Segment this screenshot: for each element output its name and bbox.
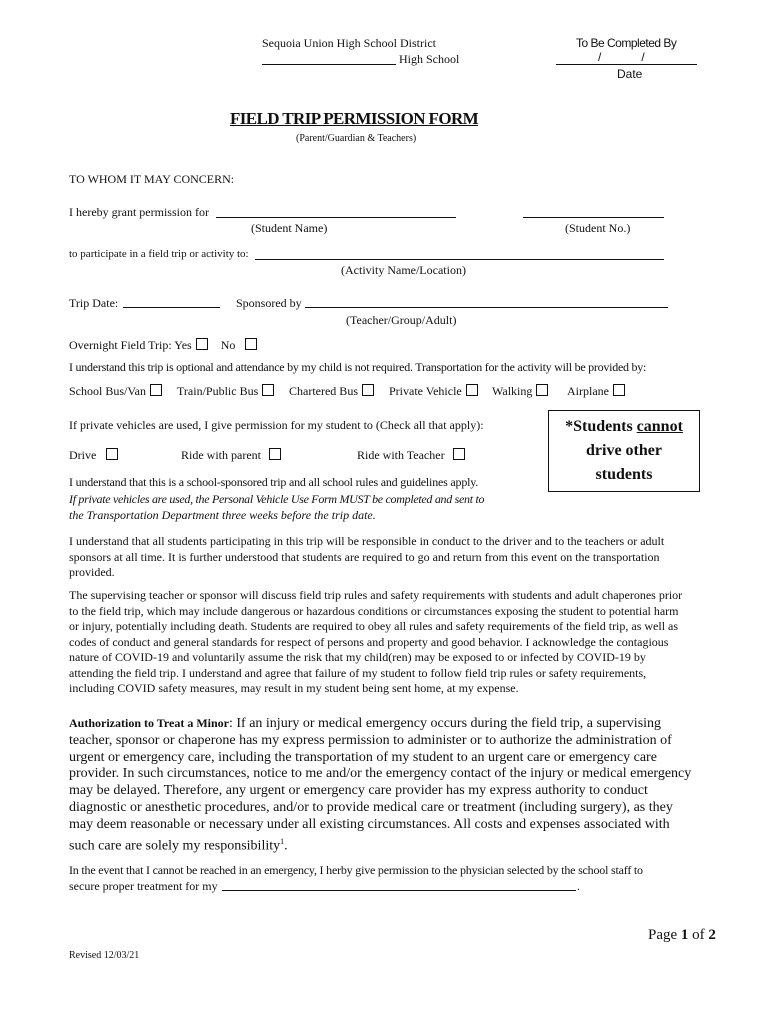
- date-slashes: / /: [598, 50, 645, 64]
- salutation: TO WHOM IT MAY CONCERN:: [69, 172, 235, 186]
- emergency-line1: In the event that I cannot be reached in an emergency, I herby give permission to the physician selected by the school staff to: [69, 863, 643, 877]
- option-ride-with-teacher: Ride with Teacher: [357, 448, 465, 463]
- emergency-end: .: [577, 879, 580, 893]
- participate-text: to participate in a field trip or activity to:: [69, 248, 249, 260]
- students-cannot-drive-note: *Students cannot drive other students: [548, 410, 700, 492]
- high-school-label: High School: [399, 52, 460, 66]
- transport-option-school-bus: School Bus/Van: [69, 384, 162, 399]
- airplane-checkbox[interactable]: [613, 384, 625, 396]
- pvuf-note-line1: If private vehicles are used, the Personal Vehicle Use Form MUST be completed and sent to: [69, 492, 485, 506]
- authorization-paragraph: Authorization to Treat a Minor: If an injury or medical emergency occurs during the field trip, a supervising teacher, sponsor or chaperone has my express permission to administer or to authorize the administration of urgent or emergency care, including the transportation of my student to an urgent care or emergency care provider. In such circumstances, notice to me and/or the emergency contact of the injury or medical emergency may be delayed. Therefore, any urgent or emergency care provider has my express authority to conduct diagnostic or anesthetic procedures, and/or to provide medical care or treatment (including surgery), as they may deem reasonable or necessary under all existing circumstances. All costs and expenses associated with such care are solely my responsibility$^1$.: [69, 716, 692, 854]
- to-be-completed-label: To Be Completed By: [576, 36, 677, 50]
- optional-statement: I understand this trip is optional and attendance by my child is not required. Transportation for the activity will be provided by:: [69, 360, 647, 374]
- chartered-bus-checkbox[interactable]: [362, 384, 374, 396]
- transport-option-chartered-bus: Chartered Bus: [289, 384, 374, 399]
- pvuf-note-line2: the Transportation Department three weeks before the trip date.: [69, 508, 376, 522]
- sponsored-by-label: Sponsored by: [236, 296, 302, 310]
- transport-option-train: Train/Public Bus: [177, 384, 274, 399]
- student-number-field[interactable]: [523, 217, 664, 218]
- district-name: Sequoia Union High School District: [262, 36, 436, 50]
- activity-field[interactable]: [255, 259, 664, 260]
- overnight-no-label: No: [220, 338, 236, 352]
- emergency-line2: secure proper treatment for my: [69, 879, 218, 893]
- school-bus-checkbox[interactable]: [150, 384, 162, 396]
- school-sponsored-statement: I understand that this is a school-sponsored trip and all school rules and guidelines apply.: [69, 475, 479, 489]
- page-subtitle: (Parent/Guardian & Teachers): [296, 133, 417, 144]
- date-label: Date: [617, 67, 643, 81]
- transport-option-walking: Walking: [492, 384, 548, 399]
- completed-date-line[interactable]: [556, 64, 697, 65]
- ride-with-parent-checkbox[interactable]: [269, 448, 281, 460]
- overnight-yes-label: Overnight Field Trip: Yes: [69, 338, 192, 352]
- revised-date: Revised 12/03/21: [69, 950, 140, 961]
- transport-option-airplane: Airplane: [567, 384, 625, 399]
- page-title: FIELD TRIP PERMISSION FORM: [230, 109, 479, 128]
- responsibility-paragraph: I understand that all students participating in this trip will be responsible in conduct to the driver and to the teachers or adult sponsors at all time. It is further understood that students are required to go and return from this event on the transportation provided.: [69, 534, 665, 579]
- activity-label: (Activity Name/Location): [341, 263, 466, 277]
- page-number: Page 1 of 2: [648, 927, 716, 943]
- overnight-yes-checkbox[interactable]: [196, 338, 208, 350]
- trip-date-field[interactable]: [123, 307, 220, 308]
- ride-with-teacher-checkbox[interactable]: [453, 448, 465, 460]
- drive-checkbox[interactable]: [106, 448, 118, 460]
- student-name-field[interactable]: [216, 217, 456, 218]
- overnight-no-checkbox[interactable]: [245, 338, 257, 350]
- option-drive: Drive: [69, 448, 118, 463]
- option-ride-with-parent: Ride with parent: [181, 448, 281, 463]
- overnight-row: [69, 338, 257, 353]
- student-name-label: (Student Name): [251, 221, 328, 235]
- student-number-label: (Student No.): [565, 221, 631, 235]
- sponsor-sublabel: (Teacher/Group/Adult): [346, 313, 457, 327]
- train-checkbox[interactable]: [262, 384, 274, 396]
- private-vehicle-checkbox[interactable]: [466, 384, 478, 396]
- transport-option-private-vehicle: Private Vehicle: [389, 384, 478, 399]
- grant-text: I hereby grant permission for: [69, 205, 209, 219]
- high-school-line[interactable]: [262, 64, 396, 65]
- supervising-paragraph: The supervising teacher or sponsor will discuss field trip rules and safety requirements with students and adult chaperones prior to the field trip, which may include dangerous or hazardous conditions or circumstances exposing the student to potential harm or injury, potentially including death. Students are required to obey all rules and safety requirements of the field trip, as well as codes of conduct and general standards for respect of persons and property and good behavior. I acknowledge the contagious nature of COVID-19 and voluntarily assume the risk that my child(ren) may be exposed to or infected by COVID-19 by attending the field trip. I understand and agree that failure of my student to follow field trip rules or safety requirements, including COVID safety measures, may result in my student being sent home, at my expense.: [69, 588, 683, 695]
- authorization-heading: Authorization to Treat a Minor: [69, 716, 229, 730]
- treatment-field[interactable]: [222, 890, 576, 891]
- walking-checkbox[interactable]: [536, 384, 548, 396]
- sponsor-field[interactable]: [305, 307, 668, 308]
- private-vehicle-text: If private vehicles are used, I give permission for my student to (Check all that apply):: [69, 418, 484, 432]
- footnote-marker: 1: [280, 836, 285, 846]
- trip-date-label: Trip Date:: [69, 296, 119, 310]
